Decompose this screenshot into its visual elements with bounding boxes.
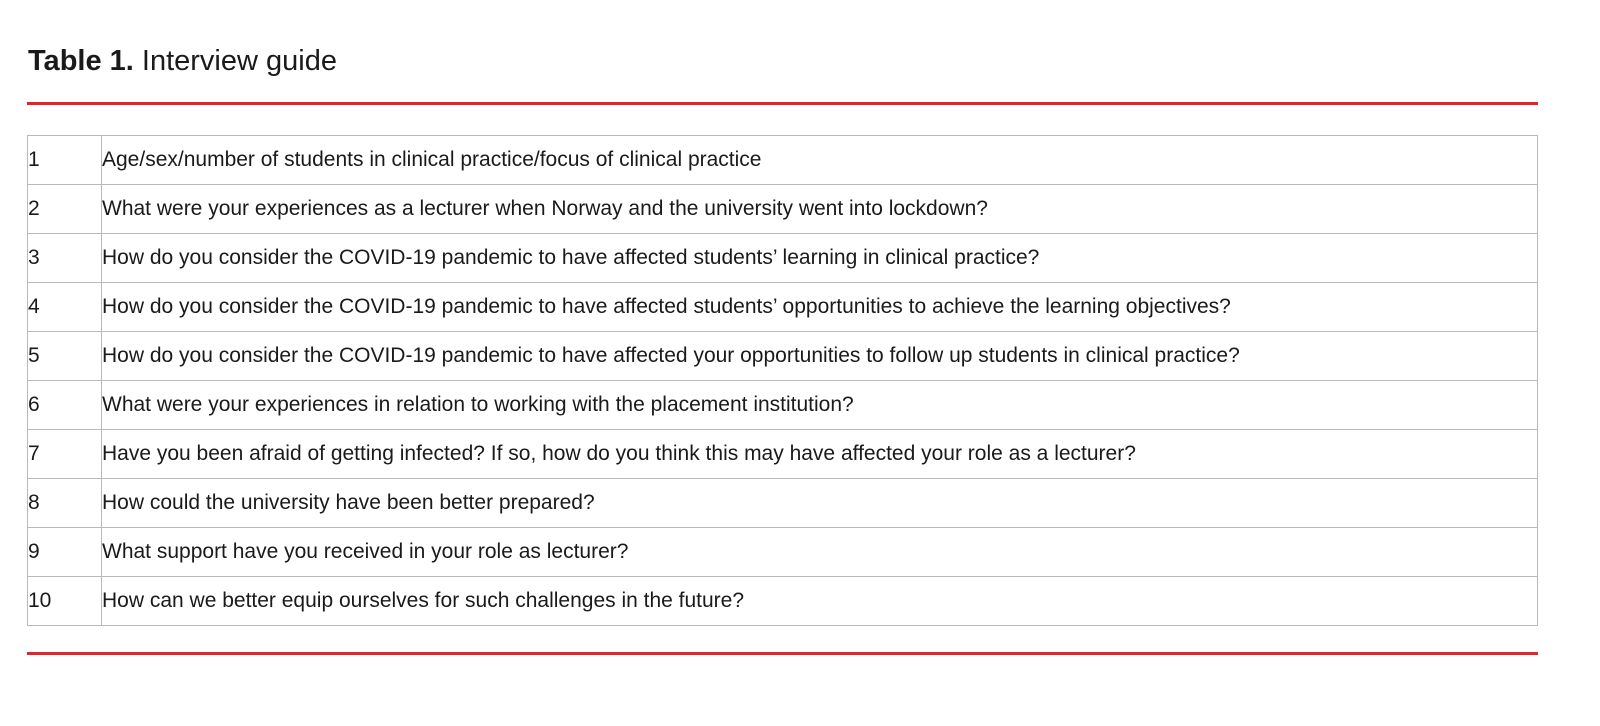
table-row [28,429,1538,478]
table-row [28,233,1538,282]
row-question: How could the university have been better prepared? [102,478,1538,527]
row-question: Age/sex/number of students in clinical practice/focus of clinical practice [102,135,1538,184]
table-row [28,184,1538,233]
table-row [28,380,1538,429]
table-rule-bottom [27,652,1538,655]
row-number: 3 [28,233,102,282]
row-number: 4 [28,282,102,331]
table-caption [28,44,1538,79]
table-row [28,282,1538,331]
table-row [28,331,1538,380]
table-row [28,135,1538,184]
row-question: How do you consider the COVID-19 pandemic to have affected your opportunities to follow up students in clinical practice? [102,331,1538,380]
row-number: 8 [28,478,102,527]
row-question: What support have you received in your role as lecturer? [102,527,1538,576]
row-number: 6 [28,380,102,429]
table-caption-text: Interview guide [141,45,337,77]
interview-guide-table [27,135,1538,626]
table-row [28,527,1538,576]
row-question: What were your experiences in relation to working with the placement institution? [102,380,1538,429]
caption-rule-top [27,102,1538,105]
row-question: How do you consider the COVID-19 pandemic to have affected students’ learning in clinical practice? [102,233,1538,282]
table-row [28,576,1538,625]
table-row [28,478,1538,527]
interview-guide-body [28,135,1538,625]
row-number: 7 [28,429,102,478]
row-question: How do you consider the COVID-19 pandemic to have affected students’ opportunities to achieve the learning objectives? [102,282,1538,331]
table-caption-label: Table 1. [28,45,134,77]
row-number: 10 [28,576,102,625]
row-number: 1 [28,135,102,184]
row-number: 9 [28,527,102,576]
row-number: 5 [28,331,102,380]
row-question: How can we better equip ourselves for such challenges in the future? [102,576,1538,625]
row-number: 2 [28,184,102,233]
row-question: Have you been afraid of getting infected? If so, how do you think this may have affected your role as a lecturer? [102,429,1538,478]
row-question: What were your experiences as a lecturer when Norway and the university went into lockdown? [102,184,1538,233]
